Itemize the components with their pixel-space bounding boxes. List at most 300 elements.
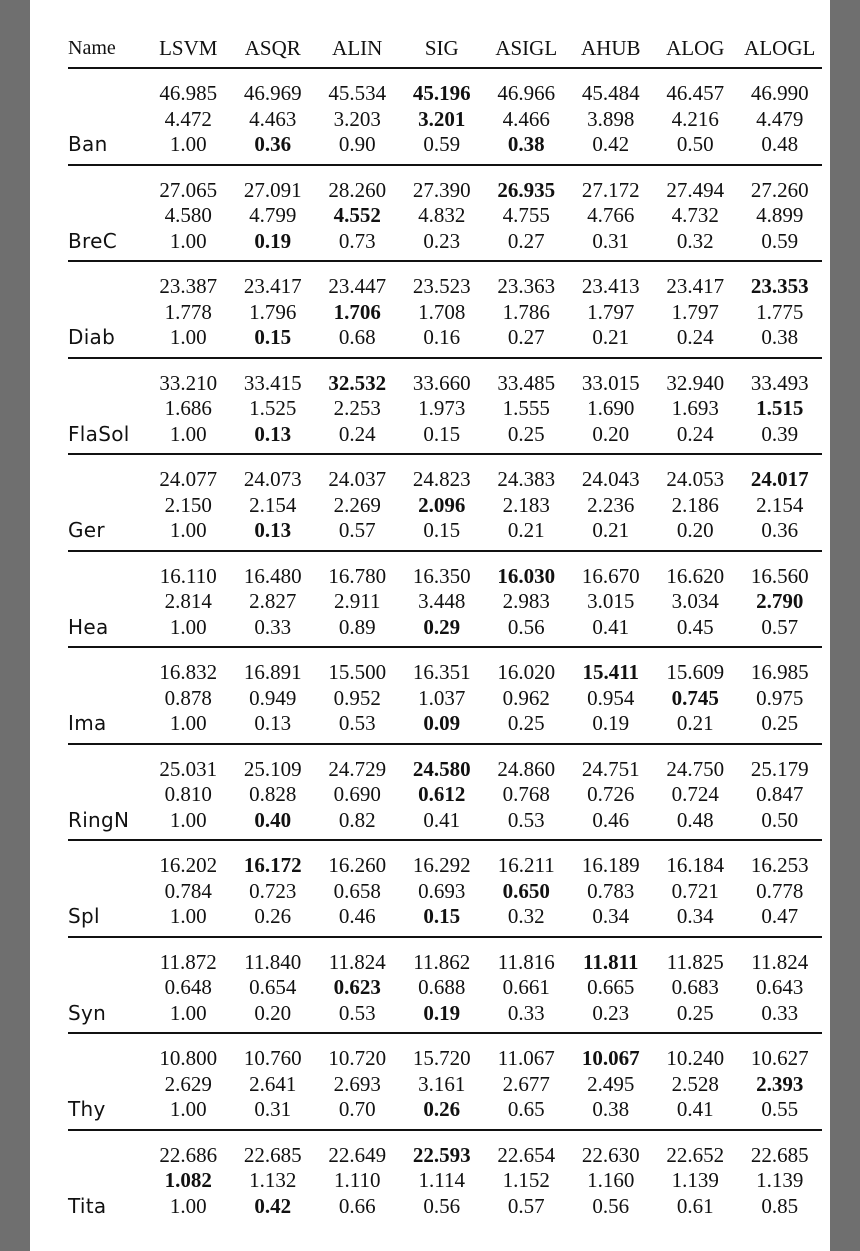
table-cell: 16.560	[750, 563, 809, 588]
dataset-name: RingN	[68, 808, 146, 841]
table-cell: 11.816	[497, 949, 555, 974]
table-cell: 16.030	[497, 563, 556, 588]
table-cell: 27.065	[159, 177, 218, 202]
table-row	[68, 518, 822, 551]
table-cell: 0.46	[569, 808, 654, 841]
table-cell: 11.840	[244, 949, 302, 974]
table-cell: 1.690	[587, 396, 635, 420]
document-page	[30, 0, 830, 1251]
table-cell: 0.68	[315, 325, 400, 358]
table-cell: 46.966	[497, 81, 556, 105]
table-cell: 0.975	[756, 685, 804, 710]
table-cell: 2.814	[164, 589, 212, 613]
table-cell: 2.790	[756, 589, 804, 613]
dataset-group	[68, 937, 822, 1034]
table-cell: 1.139	[671, 1168, 719, 1192]
table-cell: 16.189	[581, 853, 640, 877]
table-cell: 0.13	[231, 422, 316, 455]
table-cell: 24.077	[159, 467, 218, 491]
table-cell: 2.528	[671, 1071, 719, 1096]
table-cell: 0.66	[338, 1193, 376, 1218]
table-cell: 11.067	[497, 1046, 555, 1070]
table-cell: 1.796	[249, 299, 297, 324]
table-cell: 0.954	[587, 685, 635, 710]
table-cell: 0.962	[502, 685, 550, 710]
table-cell: 0.688	[418, 975, 466, 999]
table-cell: 0.56	[423, 1193, 461, 1218]
table-cell: 0.723	[249, 878, 297, 903]
table-row	[68, 1033, 822, 1072]
table-cell: 0.20	[569, 422, 654, 455]
table-cell: 1.114	[418, 1168, 465, 1192]
table-cell: 0.21	[653, 711, 738, 744]
table-cell: 25.031	[159, 756, 218, 781]
table-cell: 0.654	[249, 975, 297, 999]
table-cell: 0.27	[484, 325, 569, 358]
column-header-asqr: ASQR	[231, 30, 316, 68]
dataset-name-spacer	[68, 879, 146, 905]
table-cell: 0.33	[231, 615, 316, 648]
table-cell: 0.26	[400, 1097, 485, 1130]
table-cell: 0.658	[333, 878, 381, 903]
table-row	[68, 422, 822, 455]
table-cell: 16.350	[412, 563, 471, 588]
table-cell: 16.184	[666, 853, 725, 877]
table-cell: 3.034	[671, 589, 719, 613]
table-cell: 16.985	[750, 660, 809, 684]
table-cell: 0.26	[231, 904, 316, 937]
table-row	[68, 615, 822, 648]
table-cell: 24.053	[666, 467, 725, 491]
column-header-sig: SIG	[400, 30, 485, 68]
dataset-name-spacer	[68, 165, 146, 204]
column-header-asigl: ASIGL	[484, 30, 569, 68]
results-table	[68, 30, 822, 1225]
table-cell: 11.811	[583, 949, 639, 974]
dataset-name: Tita	[68, 1193, 107, 1218]
table-cell: 16.253	[750, 853, 809, 877]
table-cell: 4.755	[502, 203, 550, 227]
dataset-name-spacer	[68, 396, 146, 422]
dataset-name-spacer	[68, 203, 146, 229]
table-cell: 0.21	[484, 518, 569, 551]
table-cell: 1.973	[418, 396, 466, 420]
table-cell: 3.448	[418, 589, 466, 613]
table-cell: 4.466	[502, 106, 550, 131]
table-cell: 1.082	[164, 1168, 212, 1192]
table-cell: 1.515	[756, 396, 804, 420]
table-cell: 0.90	[315, 132, 400, 165]
table-row	[68, 1072, 822, 1098]
table-cell: 0.34	[569, 904, 654, 937]
table-cell: 0.828	[249, 782, 297, 806]
table-cell: 33.210	[159, 370, 218, 395]
table-cell: 0.65	[484, 1097, 569, 1130]
table-cell: 2.827	[249, 589, 297, 613]
table-cell: 1.00	[146, 1097, 231, 1130]
table-cell: 22.649	[328, 1142, 387, 1167]
table-cell: 0.949	[249, 685, 297, 710]
dataset-name-spacer	[68, 647, 146, 686]
table-cell: 2.677	[502, 1071, 550, 1096]
table-cell: 0.15	[231, 325, 316, 358]
table-cell: 16.780	[328, 563, 387, 588]
table-row	[68, 647, 822, 686]
dataset-name: Ima	[68, 711, 146, 744]
table-cell: 0.53	[315, 711, 400, 744]
dataset-name: Ger	[68, 518, 146, 551]
table-row	[68, 937, 822, 976]
dataset-group	[68, 840, 822, 937]
table-cell: 22.593	[412, 1142, 471, 1167]
table-cell: 1.00	[146, 904, 231, 937]
table-cell: 3.203	[333, 106, 381, 131]
dataset-name: FlaSol	[68, 422, 146, 455]
table-cell: 2.983	[502, 589, 550, 613]
column-header-lsvm: LSVM	[146, 30, 231, 68]
table-cell: 16.480	[243, 563, 302, 588]
table-cell: 0.783	[587, 878, 635, 903]
table-cell: 2.236	[587, 492, 635, 517]
dataset-name: Diab	[68, 325, 146, 358]
table-cell: 0.724	[671, 782, 719, 806]
table-row	[68, 396, 822, 422]
table-cell: 45.534	[328, 81, 387, 105]
table-cell: 0.33	[484, 1001, 569, 1034]
table-cell: 0.952	[333, 685, 381, 710]
table-cell: 0.784	[164, 878, 212, 903]
table-cell: 16.292	[412, 853, 471, 877]
table-cell: 1.00	[146, 808, 231, 841]
table-cell: 0.42	[254, 1193, 292, 1218]
table-cell: 23.387	[159, 274, 218, 298]
table-cell: 22.685	[243, 1142, 302, 1167]
header-row	[68, 30, 822, 68]
table-cell: 0.24	[653, 422, 738, 455]
table-cell: 1.00	[146, 229, 231, 262]
column-header-alog: ALOG	[653, 30, 738, 68]
dataset-group	[68, 744, 822, 841]
table-cell: 0.16	[400, 325, 485, 358]
dataset-name-spacer	[68, 744, 146, 783]
table-cell: 0.726	[587, 782, 635, 806]
table-cell: 0.13	[231, 518, 316, 551]
table-cell: 2.150	[164, 492, 212, 517]
table-cell: 0.778	[756, 878, 804, 903]
table-cell: 23.353	[750, 274, 809, 298]
table-cell: 0.53	[484, 808, 569, 841]
table-cell: 27.260	[750, 177, 809, 202]
table-cell: 0.721	[671, 878, 719, 903]
table-cell: 33.485	[497, 370, 556, 395]
table-cell: 0.82	[315, 808, 400, 841]
table-cell: 1.555	[502, 396, 550, 420]
table-cell: 0.29	[400, 615, 485, 648]
dataset-name-spacer	[68, 358, 146, 397]
table-row	[68, 261, 822, 300]
table-cell: 2.186	[671, 492, 719, 517]
column-header-alogl: ALOGL	[738, 30, 823, 68]
table-cell: 0.09	[400, 711, 485, 744]
table-cell: 24.750	[666, 756, 725, 781]
table-cell: 1.693	[671, 396, 719, 420]
dataset-name-spacer	[68, 107, 146, 133]
dataset-name-spacer	[68, 1072, 146, 1098]
table-cell: 0.15	[400, 518, 485, 551]
table-cell: 24.043	[581, 467, 640, 491]
table-cell: 16.670	[581, 563, 640, 588]
dataset-name-spacer	[68, 1033, 146, 1072]
table-cell: 11.862	[413, 949, 471, 974]
table-cell: 10.800	[159, 1046, 218, 1070]
table-cell: 1.00	[146, 325, 231, 358]
table-cell: 33.660	[412, 370, 471, 395]
table-cell: 16.832	[159, 660, 218, 684]
table-cell: 2.269	[333, 492, 381, 517]
table-cell: 1.775	[756, 299, 804, 324]
table-cell: 1.037	[418, 685, 466, 710]
table-cell: 0.45	[653, 615, 738, 648]
table-cell: 0.32	[653, 229, 738, 262]
table-cell: 10.067	[581, 1046, 640, 1070]
table-cell: 2.253	[333, 396, 381, 420]
table-cell: 0.23	[400, 229, 485, 262]
table-cell: 1.00	[169, 1193, 207, 1218]
table-cell: 26.935	[497, 177, 556, 202]
table-cell: 4.832	[418, 203, 466, 227]
table-cell: 10.720	[328, 1046, 387, 1070]
table-row	[68, 107, 822, 133]
table-row	[68, 744, 822, 783]
table-cell: 0.612	[418, 782, 466, 806]
table-cell: 0.25	[484, 422, 569, 455]
column-header-alin: ALIN	[315, 30, 400, 68]
table-cell: 0.693	[418, 878, 466, 903]
dataset-name-spacer	[68, 840, 146, 879]
table-cell: 33.493	[750, 370, 809, 395]
table-cell: 0.25	[653, 1001, 738, 1034]
table-cell: 16.260	[328, 853, 387, 877]
table-cell: 24.860	[497, 756, 556, 781]
table-cell: 0.847	[756, 782, 804, 806]
dataset-group	[68, 1130, 822, 1226]
table-cell: 1.00	[146, 132, 231, 165]
table-cell: 2.154	[756, 492, 804, 517]
table-cell: 1.778	[164, 299, 212, 324]
table-cell: 0.32	[484, 904, 569, 937]
table-cell: 4.799	[249, 203, 297, 227]
table-cell: 0.20	[653, 518, 738, 551]
table-cell: 0.56	[484, 615, 569, 648]
table-header	[68, 30, 822, 68]
dataset-group	[68, 1033, 822, 1130]
table-row	[68, 358, 822, 397]
table-cell: 1.00	[146, 518, 231, 551]
table-cell: 0.15	[400, 904, 485, 937]
table-cell: 0.643	[756, 975, 804, 999]
dataset-name: BreC	[68, 229, 146, 262]
dataset-group	[68, 261, 822, 358]
table-cell: 0.13	[231, 711, 316, 744]
table-cell: 24.073	[243, 467, 302, 491]
table-row	[68, 132, 822, 165]
table-cell: 46.457	[666, 81, 725, 105]
dataset-name: Ban	[68, 132, 146, 165]
table-cell: 1.686	[164, 396, 212, 420]
results-table-container	[68, 30, 822, 1225]
dataset-group	[68, 68, 822, 165]
table-cell: 25.179	[750, 756, 809, 781]
table-cell: 0.690	[333, 782, 381, 806]
table-cell: 24.729	[328, 756, 387, 781]
table-cell: 45.484	[581, 81, 640, 105]
table-cell: 16.620	[666, 563, 725, 588]
table-cell: 23.447	[328, 274, 387, 298]
table-cell: 3.015	[587, 589, 635, 613]
table-row	[68, 1130, 822, 1169]
table-cell: 0.648	[164, 975, 212, 999]
table-row	[68, 904, 822, 937]
table-cell: 0.34	[653, 904, 738, 937]
dataset-name-spacer	[68, 975, 146, 1001]
dataset-name-spacer	[68, 589, 146, 615]
table-cell: 16.211	[497, 853, 555, 877]
table-cell: 4.899	[756, 203, 804, 227]
table-cell: 23.413	[581, 274, 640, 298]
table-cell: 10.760	[243, 1046, 302, 1070]
table-cell: 1.708	[418, 299, 466, 324]
table-cell: 1.797	[587, 299, 635, 324]
table-cell: 3.898	[587, 106, 635, 131]
table-cell: 23.417	[666, 274, 725, 298]
table-cell: 3.161	[418, 1071, 466, 1096]
table-cell: 27.091	[243, 177, 302, 202]
table-cell: 32.532	[328, 370, 387, 395]
table-cell: 0.56	[592, 1193, 630, 1218]
table-row	[68, 203, 822, 229]
table-cell: 0.33	[738, 1001, 823, 1034]
table-cell: 16.202	[159, 853, 218, 877]
table-cell: 0.70	[315, 1097, 400, 1130]
table-cell: 2.911	[334, 589, 381, 613]
table-cell: 0.48	[738, 132, 823, 165]
table-cell: 1.786	[502, 299, 550, 324]
dataset-name-spacer	[68, 686, 146, 712]
table-cell: 0.55	[738, 1097, 823, 1130]
table-cell: 2.183	[502, 492, 550, 517]
table-cell: 0.36	[738, 518, 823, 551]
table-cell: 0.650	[502, 878, 550, 903]
table-cell: 1.797	[671, 299, 719, 324]
table-cell: 0.47	[738, 904, 823, 937]
table-cell: 0.878	[164, 685, 212, 710]
dataset-name: Syn	[68, 1001, 146, 1034]
table-cell: 15.500	[328, 660, 387, 684]
dataset-group	[68, 647, 822, 744]
dataset-name-spacer	[68, 68, 146, 107]
table-cell: 0.38	[569, 1097, 654, 1130]
table-cell: 10.240	[666, 1046, 725, 1070]
table-cell: 28.260	[328, 177, 387, 202]
table-row	[68, 686, 822, 712]
table-cell: 0.24	[315, 422, 400, 455]
table-cell: 15.720	[412, 1046, 471, 1070]
table-row	[68, 325, 822, 358]
table-row	[68, 68, 822, 107]
table-cell: 22.686	[159, 1142, 218, 1167]
table-cell: 0.21	[569, 325, 654, 358]
table-cell: 4.472	[164, 106, 212, 131]
column-header-name: Name	[68, 30, 146, 68]
table-row	[68, 589, 822, 615]
table-cell: 0.19	[569, 711, 654, 744]
table-cell: 0.42	[569, 132, 654, 165]
column-header-ahub: AHUB	[569, 30, 654, 68]
table-cell: 0.683	[671, 975, 719, 999]
table-cell: 0.59	[738, 229, 823, 262]
table-cell: 0.768	[502, 782, 550, 806]
table-row	[68, 551, 822, 590]
dataset-name-spacer	[68, 300, 146, 326]
table-cell: 16.110	[159, 563, 217, 588]
table-cell: 0.59	[400, 132, 485, 165]
table-cell: 0.810	[164, 782, 212, 806]
table-cell: 0.31	[569, 229, 654, 262]
table-cell: 46.990	[750, 81, 809, 105]
table-cell: 0.48	[653, 808, 738, 841]
table-cell: 0.41	[400, 808, 485, 841]
table-cell: 3.201	[418, 106, 466, 131]
table-cell: 22.652	[666, 1142, 725, 1167]
table-row	[68, 1194, 822, 1226]
table-cell: 0.57	[507, 1193, 545, 1218]
table-cell: 1.00	[146, 711, 231, 744]
table-cell: 0.665	[587, 975, 635, 999]
table-cell: 4.732	[671, 203, 719, 227]
table-cell: 1.00	[146, 615, 231, 648]
table-cell: 22.654	[497, 1142, 556, 1167]
dataset-name: Spl	[68, 904, 146, 937]
dataset-name-spacer	[68, 493, 146, 519]
table-cell: 11.872	[159, 949, 217, 974]
dataset-group	[68, 454, 822, 551]
table-cell: 4.463	[249, 106, 297, 131]
table-cell: 1.160	[587, 1168, 635, 1192]
table-cell: 15.411	[582, 660, 640, 684]
table-cell: 0.25	[738, 711, 823, 744]
table-cell: 0.19	[231, 229, 316, 262]
table-cell: 0.57	[315, 518, 400, 551]
table-cell: 0.50	[738, 808, 823, 841]
table-cell: 1.152	[502, 1168, 550, 1192]
table-cell: 0.53	[315, 1001, 400, 1034]
table-cell: 4.580	[164, 203, 212, 227]
dataset-name: Thy	[68, 1097, 146, 1130]
dataset-name-spacer	[68, 261, 146, 300]
table-cell: 10.627	[750, 1046, 809, 1070]
table-row	[68, 879, 822, 905]
table-cell: 11.825	[666, 949, 724, 974]
table-cell: 0.21	[569, 518, 654, 551]
dataset-group	[68, 165, 822, 262]
table-cell: 0.38	[484, 132, 569, 165]
table-row	[68, 300, 822, 326]
dataset-name-spacer	[68, 937, 146, 976]
table-cell: 24.383	[497, 467, 556, 491]
table-cell: 0.623	[333, 975, 381, 999]
table-cell: 24.751	[581, 756, 640, 781]
dataset-name: Hea	[68, 615, 146, 648]
